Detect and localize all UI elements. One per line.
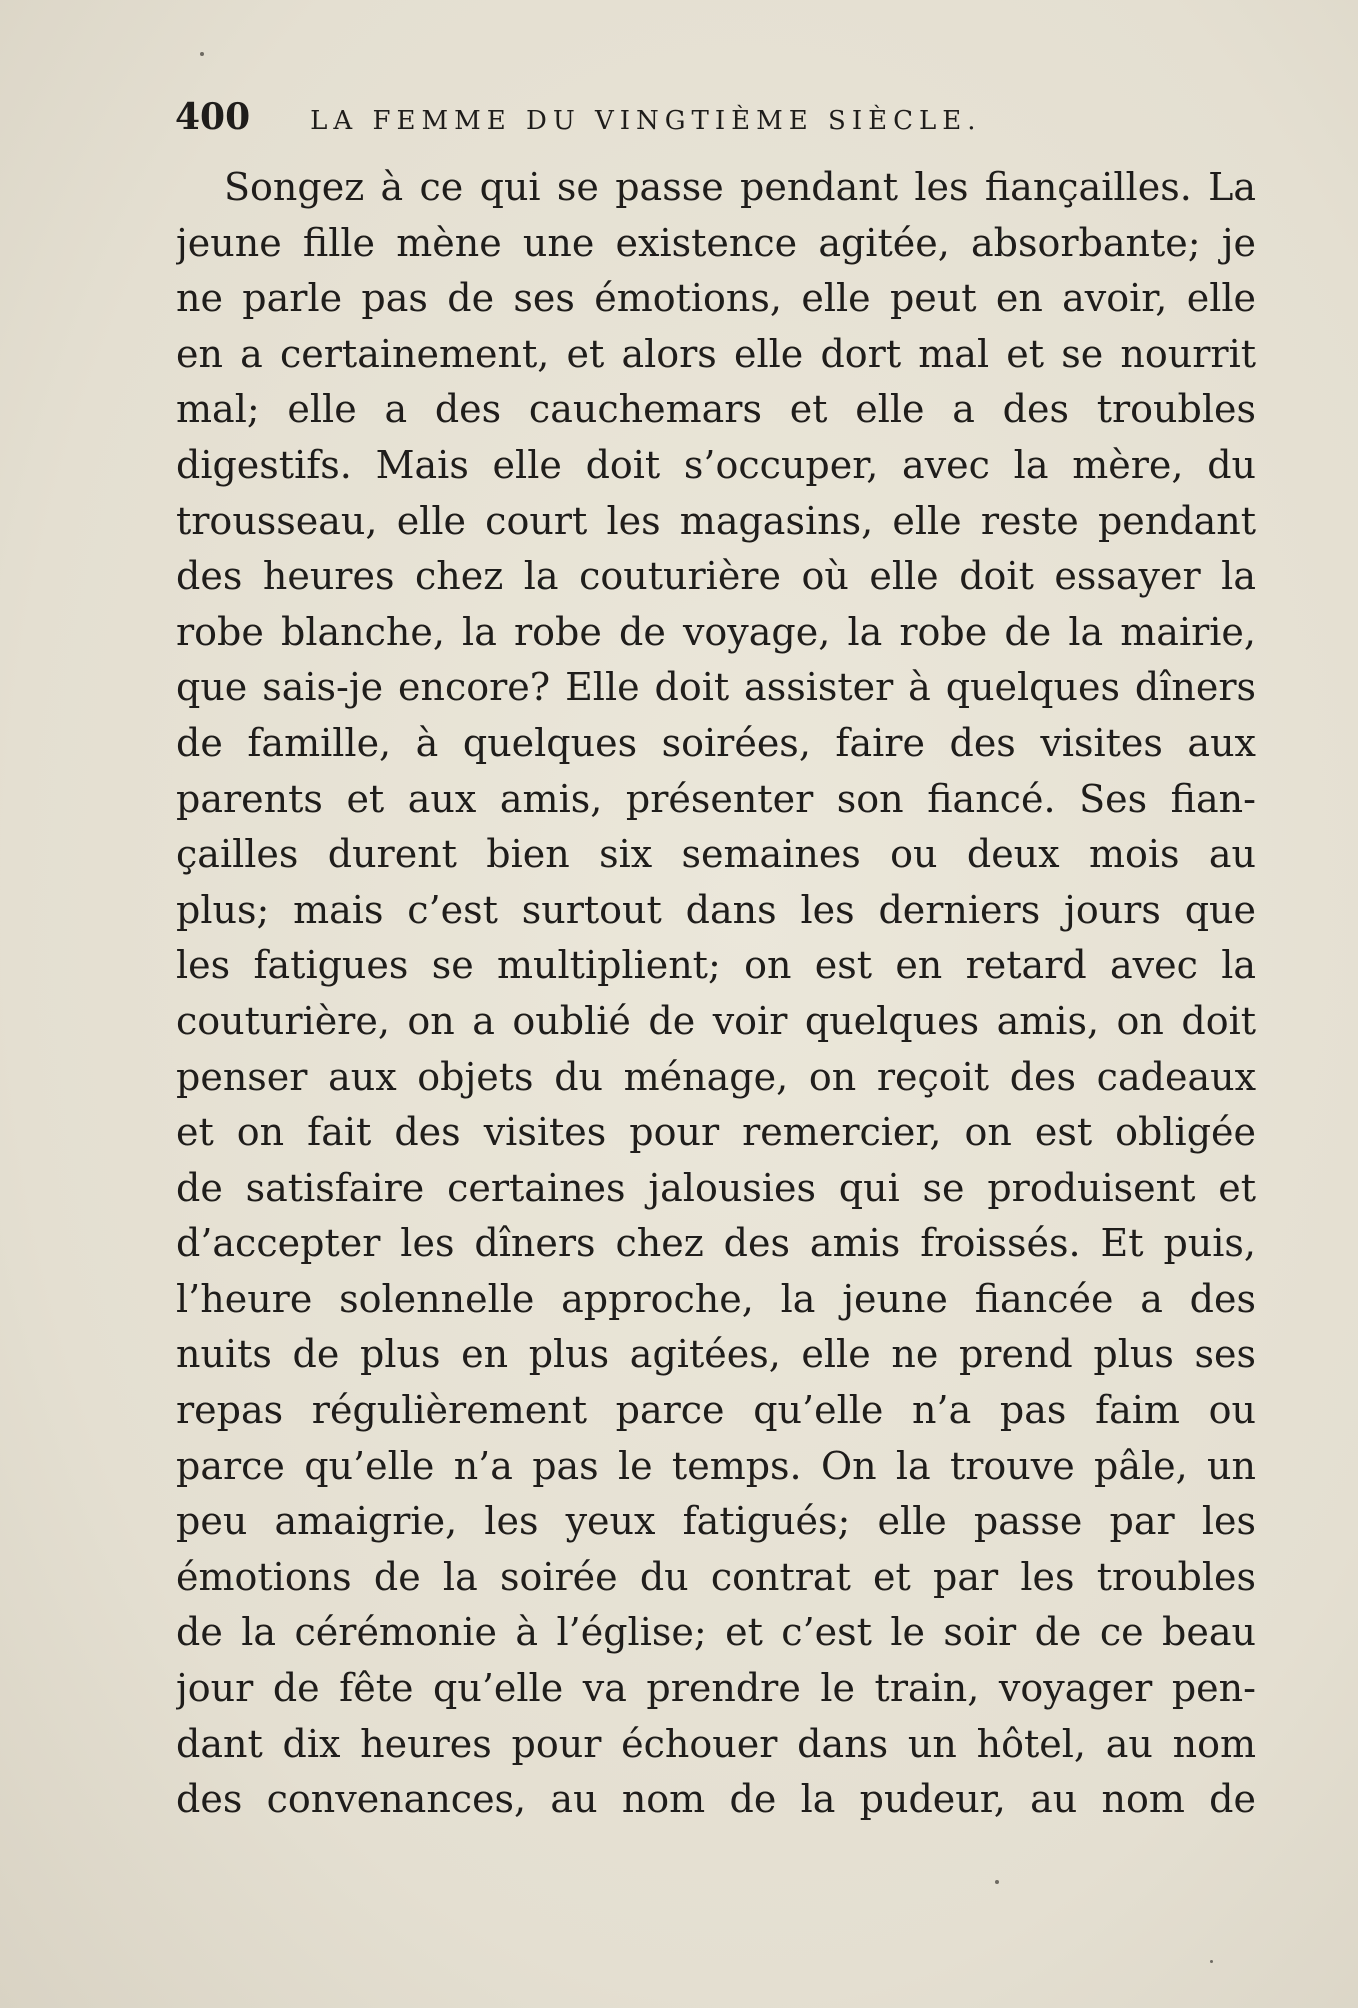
page-header	[175, 96, 1255, 156]
text-line: mal; elle a des cauchemars et elle a des troubles	[176, 387, 1256, 432]
text-line: parents et aux amis, présenter son fiancé. Ses fian-	[176, 776, 1256, 821]
paper-speck	[200, 52, 204, 56]
text-line: çailles durent bien six semaines ou deux mois au	[176, 832, 1256, 877]
text-line: de famille, à quelques soirées, faire des visites aux	[176, 720, 1256, 765]
paper-speck	[1210, 1960, 1213, 1963]
text-line: ne parle pas de ses émotions, elle peut en avoir, elle	[176, 276, 1256, 321]
text-line: des heures chez la couturière où elle doit essayer la	[176, 554, 1256, 599]
text-line: trousseau, elle court les magasins, elle reste pendant	[176, 498, 1256, 543]
text-line: de la cérémonie à l’église; et c’est le soir de ce beau	[176, 1610, 1256, 1655]
text-line: digestifs. Mais elle doit s’occuper, avec la mère, du	[176, 442, 1256, 487]
body-paragraph	[176, 160, 1256, 1828]
text-line: des convenances, au nom de la pudeur, au nom de	[176, 1777, 1256, 1822]
text-line: parce qu’elle n’a pas le temps. On la trouve pâle, un	[176, 1443, 1256, 1488]
text-line: Songez à ce qui se passe pendant les fiançailles. La	[224, 165, 1256, 209]
text-line: et on fait des visites pour remercier, on est obligée	[176, 1110, 1256, 1155]
paper-speck	[995, 1880, 999, 1884]
text-line: d’accepter les dîners chez des amis froissés. Et puis,	[176, 1221, 1256, 1266]
text-line: peu amaigrie, les yeux fatigués; elle passe par les	[176, 1499, 1256, 1544]
text-line: couturière, on a oublié de voir quelques amis, on doit	[176, 998, 1256, 1043]
text-line: repas régulièrement parce qu’elle n’a pas faim ou	[176, 1388, 1256, 1433]
running-title: LA FEMME DU VINGTIÈME SIÈCLE.	[310, 106, 982, 136]
text-line: l’heure solennelle approche, la jeune fiancée a des	[176, 1276, 1256, 1321]
text-line: de satisfaire certaines jalousies qui se produisent et	[176, 1165, 1256, 1210]
text-line: dant dix heures pour échouer dans un hôtel, au nom	[176, 1721, 1256, 1766]
text-line: en a certainement, et alors elle dort mal et se nourrit	[176, 331, 1256, 376]
text-line: jour de fête qu’elle va prendre le train, voyager pen-	[176, 1666, 1256, 1711]
text-line: penser aux objets du ménage, on reçoit des cadeaux	[176, 1054, 1256, 1099]
text-line: les fatigues se multiplient; on est en retard avec la	[176, 943, 1256, 988]
text-line: que sais-je encore? Elle doit assister à quelques dîners	[176, 665, 1256, 710]
page-number: 400	[175, 96, 251, 138]
text-line: nuits de plus en plus agitées, elle ne prend plus ses	[176, 1332, 1256, 1377]
text-line: robe blanche, la robe de voyage, la robe de la mairie,	[176, 609, 1256, 654]
text-line: jeune fille mène une existence agitée, absorbante; je	[176, 220, 1256, 265]
text-line: émotions de la soirée du contrat et par les troubles	[176, 1554, 1256, 1599]
text-line: plus; mais c’est surtout dans les derniers jours que	[176, 887, 1256, 932]
